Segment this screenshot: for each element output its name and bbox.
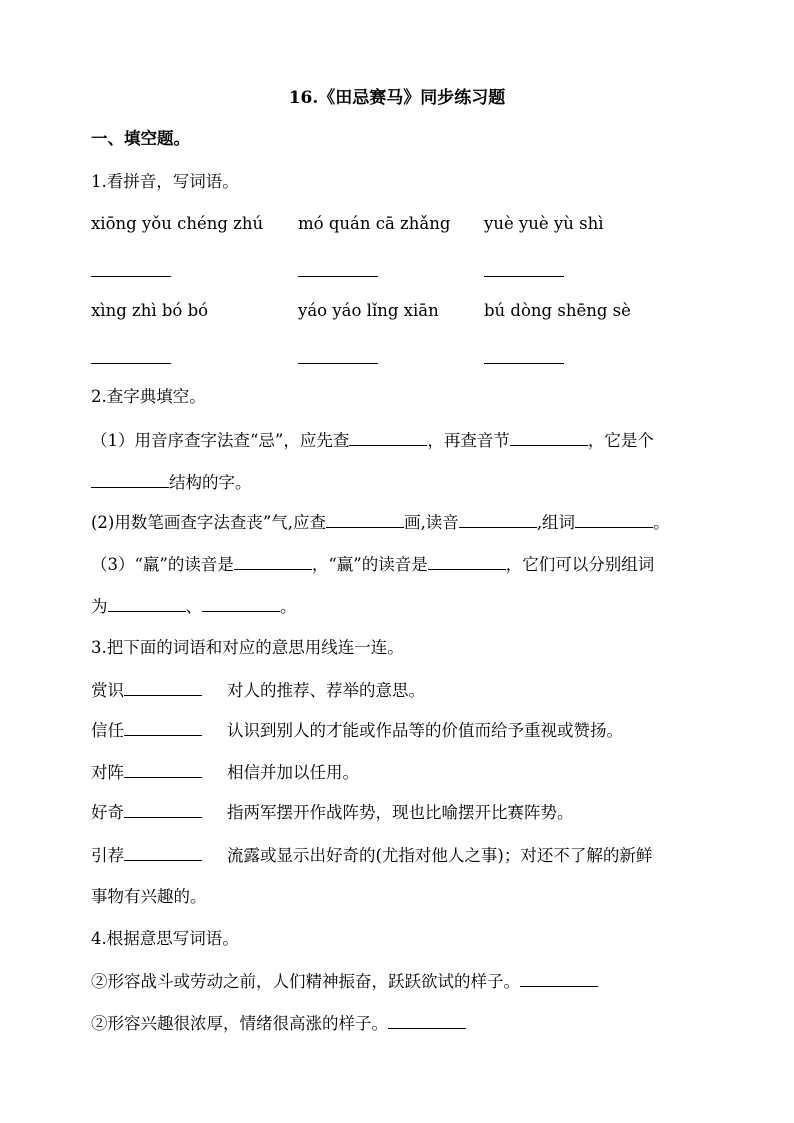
text-segment: ，它是个 <box>587 431 654 450</box>
text-segment: (2)用数笔画查字法查丧”气,应查 <box>91 513 327 532</box>
match-word: 赏识 <box>91 681 124 700</box>
answer-blank[interactable] <box>298 362 378 364</box>
answer-blank[interactable] <box>124 760 202 778</box>
question-2-sub-2 <box>91 510 670 535</box>
answer-blank[interactable] <box>428 552 506 570</box>
answer-blank[interactable] <box>298 275 378 277</box>
question-2-sub-1-cont <box>91 470 252 495</box>
question-4-prompt: 4.根据意思写词语。 <box>91 929 239 948</box>
pinyin-1: xiōng yǒu chéng zhú <box>91 214 264 233</box>
text-segment: 。 <box>653 513 670 532</box>
match-meaning: 流露或显示出好奇的(尤指对他人之事)；对还不了解的新鲜 <box>227 846 653 865</box>
text-segment: ，它们可以分别组词 <box>505 555 655 574</box>
text-segment: 画,读音 <box>404 513 459 532</box>
item-text: ②形容战斗或劳动之前，人们精神振奋，跃跃欲试的样子。 <box>91 972 520 991</box>
match-word: 引荐 <box>91 846 124 865</box>
match-meaning: 认识到别人的才能或作品等的价值而给予重视或赞扬。 <box>227 721 623 740</box>
answer-blank[interactable] <box>484 362 564 364</box>
question-3-prompt: 3.把下面的词语和对应的意思用线连一连。 <box>91 638 404 657</box>
question-4-item <box>91 969 598 994</box>
answer-blank[interactable] <box>124 718 202 736</box>
match-word: 信任 <box>91 721 124 740</box>
answer-blank[interactable] <box>388 1011 466 1029</box>
match-meaning-continued: 事物有兴趣的。 <box>91 887 207 906</box>
text-segment: 、 <box>185 597 202 616</box>
match-word: 对阵 <box>91 763 124 782</box>
match-row <box>91 800 574 825</box>
match-row <box>91 718 623 743</box>
pinyin-5: yáo yáo lǐng xiān <box>298 301 439 320</box>
question-2-prompt: 2.查字典填空。 <box>91 387 206 406</box>
answer-blank[interactable] <box>234 552 312 570</box>
match-row <box>91 760 359 785</box>
match-row <box>91 678 425 703</box>
answer-blank[interactable] <box>124 843 202 861</box>
text-segment: ,组词 <box>536 513 576 532</box>
pinyin-3: yuè yuè yù shì <box>484 214 604 233</box>
question-2-sub-3 <box>91 552 654 577</box>
text-segment: ，“赢”的读音是 <box>311 555 428 574</box>
match-meaning: 相信并加以任用。 <box>227 763 359 782</box>
answer-blank[interactable] <box>575 510 653 528</box>
answer-blank[interactable] <box>91 275 171 277</box>
text-segment: （3）“羸”的读音是 <box>91 555 234 574</box>
answer-blank[interactable] <box>510 428 588 446</box>
pinyin-6: bú dòng shēng sè <box>484 301 631 320</box>
text-segment: ，再查音节 <box>427 431 510 450</box>
question-1-prompt: 1.看拼音，写词语。 <box>91 172 239 191</box>
answer-blank[interactable] <box>459 510 537 528</box>
question-4-item <box>91 1011 466 1036</box>
question-2-sub-1 <box>91 428 654 453</box>
pinyin-2: mó quán cā zhǎng <box>298 214 451 233</box>
match-row <box>91 843 652 868</box>
answer-blank[interactable] <box>124 800 202 818</box>
match-meaning: 对人的推荐、荐举的意思。 <box>227 681 425 700</box>
match-word: 好奇 <box>91 803 124 822</box>
text-segment: 。 <box>280 597 297 616</box>
answer-blank[interactable] <box>520 969 598 987</box>
pinyin-4: xìng zhì bó bó <box>91 301 209 320</box>
answer-blank[interactable] <box>484 275 564 277</box>
text-segment: 结构的字。 <box>169 473 252 492</box>
answer-blank[interactable] <box>202 594 280 612</box>
answer-blank[interactable] <box>349 428 427 446</box>
page-title: 16.《田忌赛马》同步练习题 <box>288 88 506 108</box>
answer-blank[interactable] <box>91 362 171 364</box>
item-text: ②形容兴趣很浓厚，情绪很高涨的样子。 <box>91 1014 388 1033</box>
question-2-sub-3-cont <box>91 594 297 619</box>
text-segment: 为 <box>91 597 108 616</box>
answer-blank[interactable] <box>124 678 202 696</box>
text-segment: （1）用音序查字法查“忌”，应先查 <box>91 431 350 450</box>
answer-blank[interactable] <box>326 510 404 528</box>
answer-blank[interactable] <box>91 470 169 488</box>
answer-blank[interactable] <box>108 594 186 612</box>
match-meaning: 指两军摆开作战阵势，现也比喻摆开比赛阵势。 <box>227 803 574 822</box>
section-heading: 一、填空题。 <box>91 129 190 148</box>
